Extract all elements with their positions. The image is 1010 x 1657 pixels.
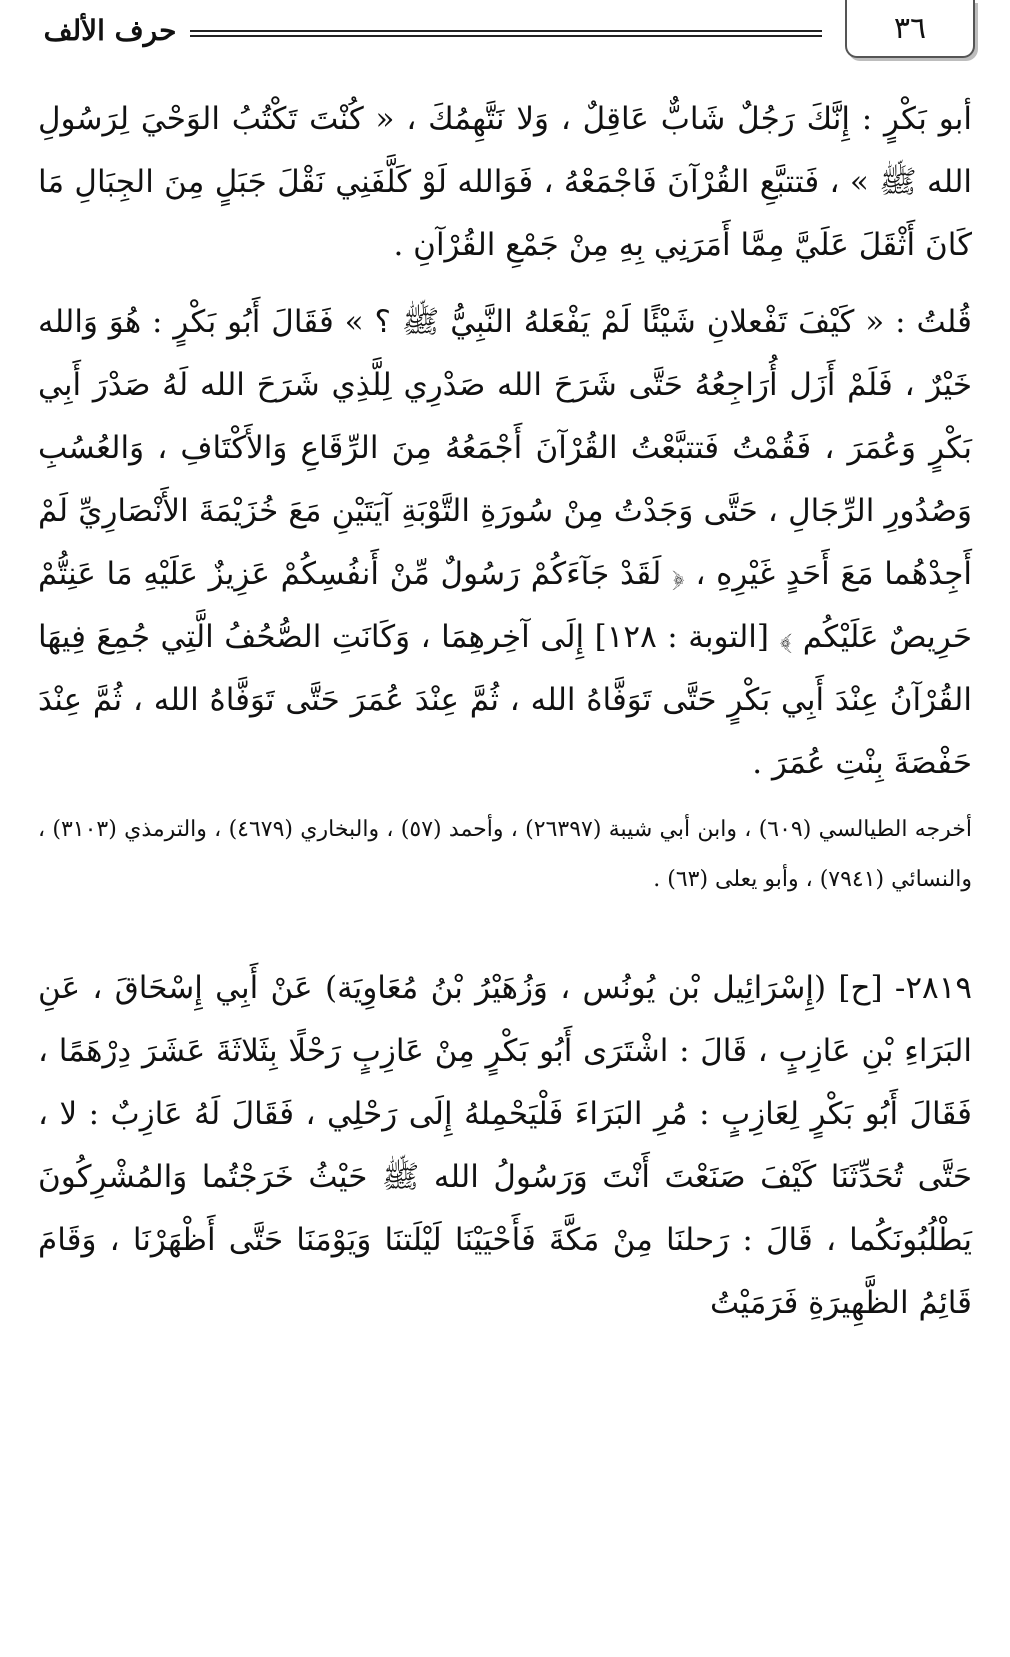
header-divider [190, 30, 822, 37]
page-body [38, 88, 972, 1335]
page-header [0, 0, 1010, 70]
takhrij-footnote: أخرجه الطيالسي (٦٠٩) ، وابن أبي شيبة (٢٦٣٩٧) ، وأحمد (٥٧) ، والبخاري (٤٦٧٩) ، والترمذي (٣١٠٣) ، والنسائي (٧٩٤١) ، وأبو يعلى (٦٣) . [38, 817, 973, 892]
page-number: ٣٦ [845, 0, 975, 58]
body-paragraph-2: قُلتُ : « كَيْفَ تَفْعلانِ شَيْئًا لَمْ يَفْعَلهُ النَّبِيُّ ﷺ ؟ » فَقَالَ أَبُو بَكْرٍ : هُوَ وَالله خَيْرٌ ، فَلَمْ أَزَل أُرَاجِعُهُ حَتَّى شَرَحَ الله صَدْرِي لِلَّذِي شَرَحَ الله لَهُ صَدْرَ أَبِي بَكْرٍ وَعُمَرَ ، فَقُمْتُ فَتتبَّعْتُ القُرْآنَ أَجْمَعُهُ مِنَ الرِّقَاعِ وَالأَكْتَافِ ، وَالعُسُبِ وَصُدُورِ الرِّجَالِ ، حَتَّى وَجَدْتُ مِنْ سُورَةِ التَّوْبَةِ آيَتَيْنِ مَعَ خُزَيْمَةَ الأَنْصَارِيِّ لَمْ أَجِدْهُما مَعَ أَحَدٍ غَيْرِهِ ، ﴿ لَقَدْ جَآءَكُمْ رَسُولٌ مِّنْ أَنفُسِكُمْ عَزِيزٌ عَلَيْهِ مَا عَنِتُّمْ حَرِيصٌ عَلَيْكُم ﴾ [التوبة : ١٢٨] إِلَى آخِرهِمَا ، وَكَانَتِ الصُّحُفُ الَّتِي جُمِعَ فِيهَا القُرْآنُ عِنْدَ أَبِي بَكْرٍ حَتَّى تَوَفَّاهُ الله ، ثُمَّ عِنْدَ عُمَرَ حَتَّى تَوَفَّاهُ الله ، ثُمَّ عِنْدَ حَفْصَةَ بِنْتِ عُمَرَ . [38, 304, 973, 781]
body-paragraph-1: أبو بَكْرٍ : إِنَّكَ رَجُلٌ شَابٌّ عَاقِلٌ ، وَلا نَتَّهِمُكَ ، « كُنْتَ تَكْتُبُ الوَحْيَ لِرَسُولِ الله ﷺ » ، فَتتبَّعِ القُرْآنَ فَاجْمَعْهُ ، فَوَالله لَوْ كَلَّفَنِي نَقْلَ جَبَلٍ مِنَ الجِبَالِ مَا كَانَ أَثْقَلَ عَلَيَّ مِمَّا أَمَرَنِي بِهِ مِنْ جَمْعِ القُرْآنِ . [38, 101, 972, 263]
hadith-2819: ٢٨١٩- [ح] (إِسْرَائِيل بْن يُونُس ، وَزُهَيْرُ بْنُ مُعَاوِيَة) عَنْ أَبِي إِسْحَاقَ ، عَنِ البَرَاءِ بْنِ عَازِبٍ ، قَالَ : اشْتَرَى أَبُو بَكْرٍ مِنْ عَازِبٍ رَحْلًا بِثَلاثَةَ عَشَرَ دِرْهَمًا ، فَقَالَ أَبُو بَكْرٍ لِعَازِبٍ : مُرِ البَرَاءَ فَلْيَحْمِلهُ إِلَى رَحْلِي ، فَقَالَ لَهُ عَازِبٌ : لا ، حَتَّى تُحَدِّثَنَا كَيْفَ صَنَعْتَ أَنْتَ وَرَسُولُ الله ﷺ حَيْثُ خَرَجْتُما وَالمُشْرِكُونَ يَطْلُبُونَكُما ، قَالَ : رَحلنَا مِنْ مَكَّةَ فَأَحْيَيْنَا لَيْلَتنَا وَيَوْمَنَا حَتَّى أَظْهَرْنَا ، وَقَامَ قَائِمُ الظَّهِيرَةِ فَرَمَيْتُ [38, 970, 972, 1321]
chapter-title: حرف الألف [43, 14, 177, 47]
